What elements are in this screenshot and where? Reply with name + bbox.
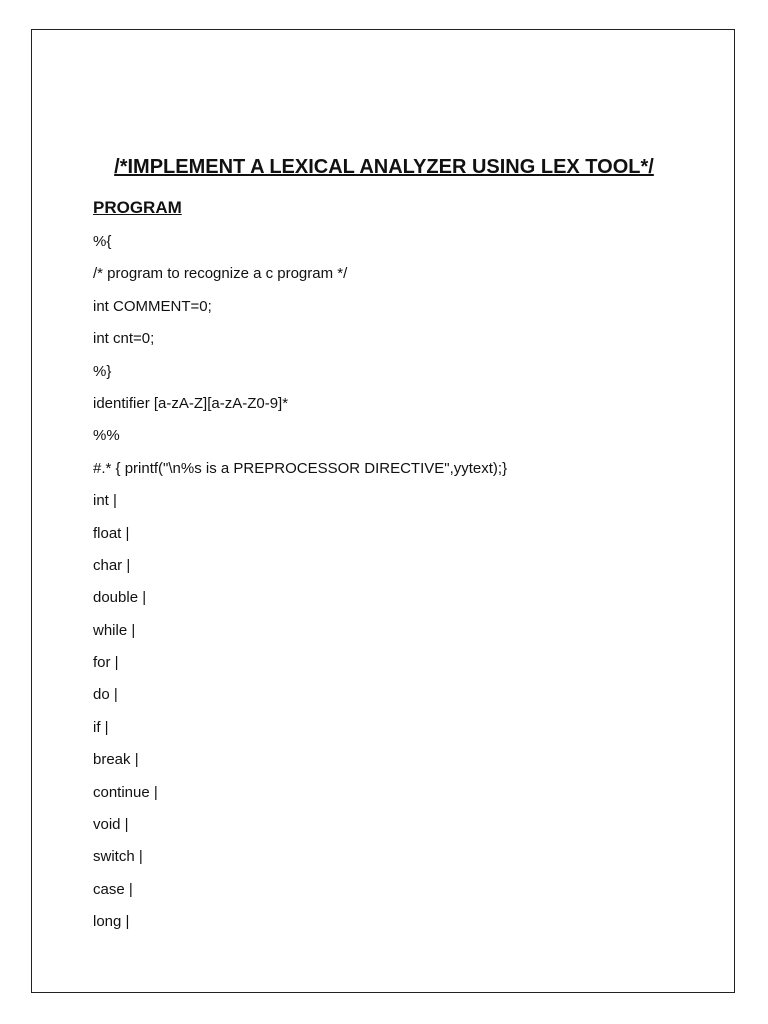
code-line: if | bbox=[93, 718, 109, 736]
code-line: int cnt=0; bbox=[93, 330, 155, 348]
code-line: /* program to recognize a c program */ bbox=[93, 265, 348, 283]
code-line: int COMMENT=0; bbox=[93, 297, 212, 315]
code-line: int | bbox=[93, 492, 117, 510]
code-line: double | bbox=[93, 589, 147, 607]
code-line: while | bbox=[93, 621, 136, 639]
code-line: continue | bbox=[93, 783, 158, 801]
code-line: char | bbox=[93, 556, 131, 574]
document-title: /*IMPLEMENT A LEXICAL ANALYZER USING LEX TOOL*/ bbox=[114, 156, 654, 178]
code-line: %% bbox=[93, 427, 120, 445]
code-line: void | bbox=[93, 816, 129, 834]
code-line: #.* { printf("\n%s is a PREPROCESSOR DIRECTIVE",yytext);} bbox=[93, 459, 508, 477]
code-line: case | bbox=[93, 880, 133, 898]
code-line: float | bbox=[93, 524, 130, 542]
section-heading-program: PROGRAM bbox=[93, 198, 182, 217]
code-line: for | bbox=[93, 654, 119, 672]
code-line: do | bbox=[93, 686, 118, 704]
code-line: switch | bbox=[93, 848, 143, 866]
code-line: identifier [a-zA-Z][a-zA-Z0-9]* bbox=[93, 394, 289, 412]
code-listing bbox=[93, 230, 507, 943]
code-line: %} bbox=[93, 362, 112, 380]
code-line: %{ bbox=[93, 233, 112, 250]
code-line: break | bbox=[93, 751, 139, 769]
code-line: long | bbox=[93, 913, 130, 931]
